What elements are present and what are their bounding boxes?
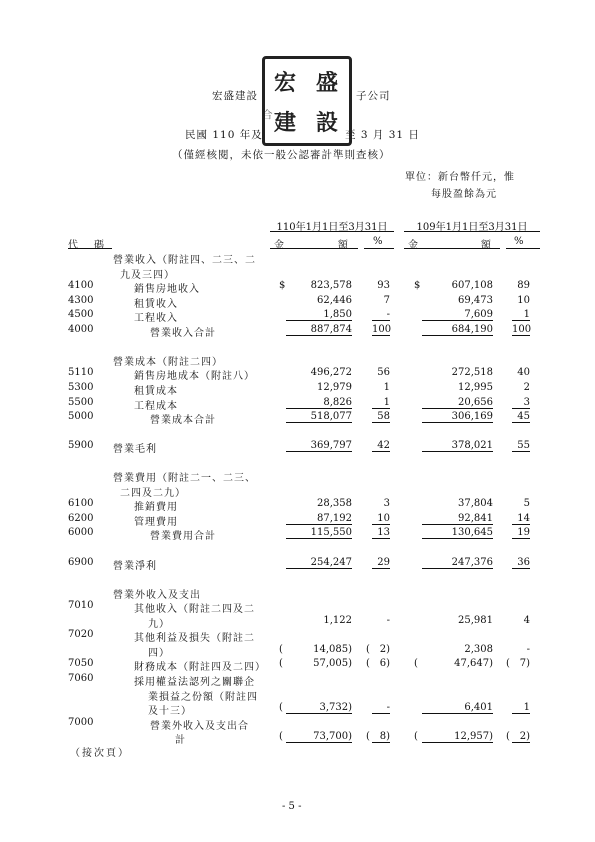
period-2-header: 109年1月1日至3月31日 [416, 222, 528, 233]
percent-110: 2) [379, 643, 390, 655]
percent-109: 1 [512, 309, 530, 321]
percent-109: 7) [519, 658, 530, 670]
amount-109: 272,518 [451, 367, 493, 379]
row-code: 5000 [68, 411, 94, 423]
amount-110: 369,797 [286, 440, 352, 452]
row-label: 營業費用（附註二一、二三、 [113, 473, 256, 485]
row-label: 九） [148, 618, 170, 630]
pct-2-header-rule [506, 248, 540, 249]
open-paren: ( [279, 731, 283, 743]
row-label: 營業費用合計 [150, 531, 216, 543]
amount-109: 12,957) [422, 731, 493, 743]
open-paren: ( [366, 643, 370, 655]
code-header: 代 碼 [68, 240, 107, 251]
amount-109: 92,841 [422, 513, 493, 525]
row-label: 推銷費用 [134, 502, 178, 514]
row-label: 採用權益法認列之關聯企 [134, 676, 255, 688]
percent-110: 58 [372, 411, 390, 423]
amount-109: 6,401 [422, 702, 493, 714]
row-code: 5900 [68, 440, 94, 452]
amount-110: 1,122 [323, 614, 352, 626]
pct-header-1: % [373, 236, 383, 247]
row-code: 6200 [68, 512, 94, 524]
amount-109: 607,108 [451, 280, 493, 292]
open-paren: ( [506, 731, 510, 743]
percent-109: 3 [512, 397, 530, 409]
row-label: 租賃成本 [134, 385, 178, 397]
percent-109: - [526, 643, 530, 655]
amount-110: 57,005) [313, 658, 352, 670]
period-prefix: 民國 110 年及 [185, 129, 263, 141]
row-label: 四） [148, 647, 170, 659]
amount-110: 823,578 [310, 280, 352, 292]
percent-109: 100 [512, 323, 532, 335]
open-paren: ( [366, 658, 370, 670]
open-paren: ( [279, 643, 283, 655]
row-code: 4000 [68, 323, 94, 335]
row-label: 財務成本（附註四及二四） [134, 662, 266, 674]
period-2-header-rule [404, 231, 540, 232]
amount-109: 69,473 [458, 294, 493, 306]
row-code: 6100 [68, 498, 94, 510]
percent-110: 13 [372, 527, 390, 539]
company-seal-stamp: 宏 盛 建 設 [262, 56, 352, 146]
row-code: 4300 [68, 294, 94, 306]
row-label: 其他利益及損失（附註二 [134, 633, 255, 645]
row-label: 工程成本 [134, 400, 178, 412]
continued-note: （接次頁） [70, 748, 130, 759]
row-code: 6000 [68, 527, 94, 539]
amount-109: 25,981 [458, 614, 493, 626]
percent-110: 7 [383, 294, 390, 306]
row-label: 九及三四） [120, 269, 175, 281]
amount-109: 130,645 [422, 527, 493, 539]
amount-header-2-left: 金 [408, 240, 418, 251]
row-label: 及十三） [148, 706, 192, 718]
percent-110: 10 [372, 513, 390, 525]
open-paren: ( [414, 731, 418, 743]
amount-109: 306,169 [422, 411, 493, 423]
amount-110: 8,826 [286, 397, 352, 409]
percent-110: 42 [372, 440, 390, 452]
percent-109: 40 [517, 367, 530, 379]
amount-110: 887,874 [286, 324, 352, 336]
row-label: 二四及二九） [120, 487, 186, 499]
percent-110: 1 [383, 381, 390, 393]
row-label: 租賃收入 [134, 298, 178, 310]
company-name: 宏盛建設 [212, 90, 258, 102]
percent-110: 6) [379, 658, 390, 670]
amount-110: 62,446 [317, 294, 352, 306]
amount-header-2-right: 額 [481, 240, 491, 251]
amount-109: 7,609 [422, 309, 493, 321]
row-code: 4500 [68, 309, 94, 321]
amount-109: 378,021 [422, 440, 493, 452]
row-label: 營業收入（附註四、二三、二 [113, 255, 256, 266]
row-code: 5500 [68, 396, 94, 408]
row-code: 5300 [68, 381, 94, 393]
percent-109: 10 [517, 294, 530, 306]
statement-title: 合 [262, 109, 274, 121]
period-1-header: 110年1月1日至3月31日 [276, 222, 388, 233]
percent-109: 89 [517, 280, 530, 292]
row-code: 6900 [68, 556, 94, 568]
amount-110: 254,247 [286, 557, 352, 569]
amount-110: 1,850 [286, 309, 352, 321]
row-label: 營業毛利 [113, 444, 157, 456]
percent-110: 93 [377, 280, 390, 292]
percent-109: 45 [512, 411, 530, 423]
percent-110: 1 [372, 397, 390, 409]
period-1-header-rule [270, 231, 394, 232]
review-note: （僅經核閱，未依一般公認審計準則查核） [172, 149, 391, 161]
amount-109: 247,376 [422, 557, 493, 569]
open-paren: ( [414, 658, 418, 670]
percent-110: 100 [372, 323, 392, 335]
row-label: 工程收入 [134, 313, 178, 325]
percent-109: 4 [523, 614, 530, 626]
row-code: 7060 [68, 672, 94, 684]
amount-1-header-rule [270, 248, 358, 249]
percent-109: 36 [512, 557, 530, 569]
row-label: 業損益之份額（附註四 [148, 691, 258, 703]
percent-110: 29 [372, 557, 390, 569]
percent-109: 55 [512, 440, 530, 452]
amount-2-header-rule [404, 248, 500, 249]
period-suffix: 至 3 月 31 日 [345, 129, 420, 141]
row-label: 銷售房地成本（附註八） [134, 371, 255, 383]
row-label: 營業外收入及支出 [113, 589, 201, 601]
row-label: 營業成本合計 [150, 415, 216, 427]
row-label: 計 [175, 735, 186, 747]
amount-header-1-right: 額 [338, 240, 348, 251]
row-label: 營業成本（附註二四） [113, 356, 223, 368]
amount-109: 20,656 [422, 397, 493, 409]
percent-109: 2) [512, 731, 530, 743]
percent-109: 19 [512, 527, 530, 539]
code-header-rule [68, 248, 112, 249]
percent-109: 2 [523, 381, 530, 393]
amount-110: 73,700) [286, 731, 352, 743]
unit-line-2: 每股盈餘為元 [431, 189, 497, 200]
company-name-tail: 子公司 [356, 90, 391, 102]
percent-109: 5 [523, 498, 530, 510]
percent-110: 8) [372, 731, 390, 743]
open-paren: ( [279, 658, 283, 670]
amount-header-1-left: 金 [274, 240, 284, 251]
amount-110: 518,077 [286, 411, 352, 423]
open-paren: ( [366, 731, 370, 743]
row-code: 5110 [68, 367, 94, 379]
row-label: 管理費用 [134, 516, 178, 528]
percent-109: 1 [512, 702, 530, 714]
open-paren: ( [506, 658, 510, 670]
percent-110: - [372, 309, 390, 321]
currency-symbol: $ [279, 280, 286, 292]
amount-110: 87,192 [286, 513, 352, 525]
row-label: 營業收入合計 [150, 327, 216, 339]
amount-110: 3,732) [286, 702, 352, 714]
percent-110: 56 [377, 367, 390, 379]
pct-header-2: % [514, 236, 524, 247]
amount-109: 12,995 [458, 381, 493, 393]
amount-110: 496,272 [310, 367, 352, 379]
percent-109: 14 [512, 513, 530, 525]
row-code: 7010 [68, 600, 94, 612]
row-code: 7050 [68, 658, 94, 670]
amount-110: 28,358 [317, 498, 352, 510]
percent-110: - [386, 614, 390, 626]
row-code: 7020 [68, 629, 94, 641]
row-label: 營業外收入及支出合 [150, 720, 249, 732]
currency-symbol: $ [414, 280, 421, 292]
amount-109: 2,308 [464, 643, 493, 655]
amount-110: 12,979 [317, 381, 352, 393]
page-number: - 5 - [282, 801, 302, 812]
row-label: 營業淨利 [113, 560, 157, 572]
amount-110: 14,085) [313, 643, 352, 655]
amount-109: 37,804 [458, 498, 493, 510]
pct-1-header-rule [364, 248, 394, 249]
row-label: 銷售房地收入 [134, 284, 200, 296]
percent-110: 3 [383, 498, 390, 510]
row-label: 其他收入（附註二四及二 [134, 604, 255, 616]
amount-109: 684,190 [422, 324, 493, 336]
row-code: 4100 [68, 280, 94, 292]
row-code: 7000 [68, 716, 94, 728]
amount-109: 47,647) [454, 658, 493, 670]
amount-110: 115,550 [286, 527, 352, 539]
open-paren: ( [279, 702, 283, 714]
unit-line-1: 單位：新台幣仟元，惟 [405, 172, 515, 183]
percent-110: - [372, 702, 390, 714]
